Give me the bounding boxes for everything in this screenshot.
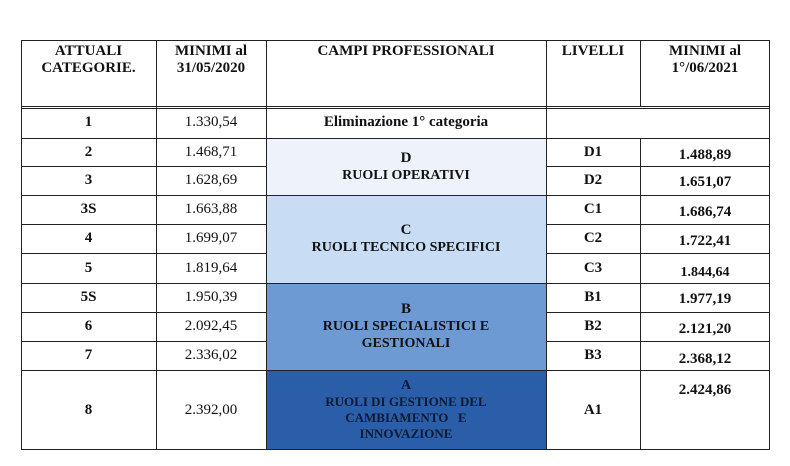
grid-line bbox=[21, 312, 266, 313]
cat-cell: 5S bbox=[80, 289, 97, 305]
header-minimi-2021: MINIMI al 1°/06/2021 bbox=[668, 43, 742, 76]
min2021-cell: 2.121,20 bbox=[678, 321, 732, 337]
livello-cell: B1 bbox=[584, 289, 602, 305]
grid-line bbox=[640, 40, 641, 107]
livello-cell: B2 bbox=[584, 318, 602, 334]
band-c bbox=[266, 195, 546, 283]
min2020-cell: 2.392,00 bbox=[184, 401, 238, 418]
cat-cell: 2 bbox=[84, 143, 93, 160]
min2021-cell: 1.651,07 bbox=[678, 174, 732, 190]
grid-line bbox=[546, 166, 770, 167]
header-campi-professionali: CAMPI PROFESSIONALI bbox=[317, 43, 495, 59]
grid-line bbox=[546, 253, 770, 254]
grid-line bbox=[769, 40, 770, 450]
min2020-cell: 1.819,64 bbox=[184, 259, 238, 276]
cat-cell: 3 bbox=[84, 172, 93, 188]
salary-table bbox=[21, 40, 770, 450]
min2020-cell: 1.663,88 bbox=[184, 201, 238, 217]
band-b-letter: B bbox=[400, 301, 411, 317]
min2021-cell: 2.424,86 bbox=[678, 382, 732, 398]
band-d-title: RUOLI OPERATIVI bbox=[342, 167, 470, 183]
min2020-cell: 1.950,39 bbox=[184, 289, 238, 305]
grid-line bbox=[21, 341, 266, 342]
band-b-title-line2: GESTIONALI bbox=[361, 336, 451, 351]
band-a-title-line1: RUOLI DI GESTIONE DEL bbox=[325, 394, 487, 409]
min2020-cell: 1.628,69 bbox=[184, 172, 238, 188]
cat-cell: 3S bbox=[80, 201, 97, 217]
cat-cell: 5 bbox=[84, 259, 93, 276]
livello-cell: C1 bbox=[583, 201, 603, 217]
grid-line bbox=[21, 166, 266, 167]
grid-line bbox=[21, 253, 266, 254]
header-categorie: ATTUALI CATEGORIE. bbox=[41, 43, 136, 76]
grid-line bbox=[156, 40, 157, 450]
band-c-letter: C bbox=[400, 222, 412, 238]
grid-line bbox=[21, 138, 770, 139]
livello-cell: D1 bbox=[583, 143, 603, 160]
grid-line bbox=[21, 370, 770, 371]
min2021-cell: 1.844,64 bbox=[680, 264, 730, 280]
min2020-cell: 1.468,71 bbox=[184, 143, 238, 160]
band-d-letter: D bbox=[400, 149, 412, 166]
min2020-cell: 2.336,02 bbox=[184, 347, 238, 363]
cat-cell: 4 bbox=[84, 230, 93, 246]
grid-line bbox=[546, 341, 770, 342]
grid-line bbox=[21, 283, 770, 284]
band-d bbox=[266, 138, 546, 195]
grid-line bbox=[546, 312, 770, 313]
grid-line bbox=[21, 108, 770, 109]
min2020-cell: 2.092,45 bbox=[184, 318, 238, 334]
band-b bbox=[266, 283, 546, 370]
grid-line bbox=[546, 40, 547, 450]
header-minimi-2020: MINIMI al 31/05/2020 bbox=[174, 43, 248, 76]
grid-line bbox=[21, 106, 770, 107]
livello-cell: C3 bbox=[583, 259, 603, 276]
grid-line bbox=[21, 40, 770, 41]
min2021-cell: 2.368,12 bbox=[678, 351, 732, 367]
min2021-cell: 1.722,41 bbox=[678, 233, 732, 249]
grid-line bbox=[21, 195, 770, 196]
grid-line bbox=[21, 40, 22, 450]
band-a-title-line2: CAMBIAMENTO E bbox=[345, 410, 467, 425]
min2020-cell: 1.699,07 bbox=[184, 230, 238, 246]
grid-line bbox=[21, 449, 770, 450]
min2021-cell: 1.686,74 bbox=[678, 204, 732, 220]
band-b-title-line1: RUOLI SPECIALISTICI E bbox=[322, 319, 490, 334]
livello-cell: C2 bbox=[583, 230, 603, 246]
cat-cell: 7 bbox=[84, 347, 93, 363]
grid-line bbox=[546, 224, 770, 225]
grid-line bbox=[266, 40, 267, 450]
livello-cell: A1 bbox=[583, 401, 603, 418]
cat-cell: 1 bbox=[84, 114, 93, 130]
header-livelli: LIVELLI bbox=[561, 43, 625, 59]
elimination-note: Eliminazione 1° categoria bbox=[323, 114, 489, 130]
cat-cell: 6 bbox=[84, 318, 93, 334]
min2021-cell: 1.977,19 bbox=[678, 291, 732, 307]
min2020-cell: 1.330,54 bbox=[184, 114, 238, 130]
band-a-title-line3: INNOVAZIONE bbox=[359, 426, 453, 441]
grid-line bbox=[640, 138, 641, 450]
grid-line bbox=[21, 224, 266, 225]
band-a-letter: A bbox=[400, 378, 412, 393]
band-c-title: RUOLI TECNICO SPECIFICI bbox=[311, 240, 501, 255]
min2021-cell: 1.488,89 bbox=[678, 146, 732, 163]
livello-cell: B3 bbox=[584, 347, 602, 363]
cat-cell: 8 bbox=[84, 401, 93, 418]
band-a bbox=[266, 370, 546, 450]
livello-cell: D2 bbox=[583, 172, 603, 188]
